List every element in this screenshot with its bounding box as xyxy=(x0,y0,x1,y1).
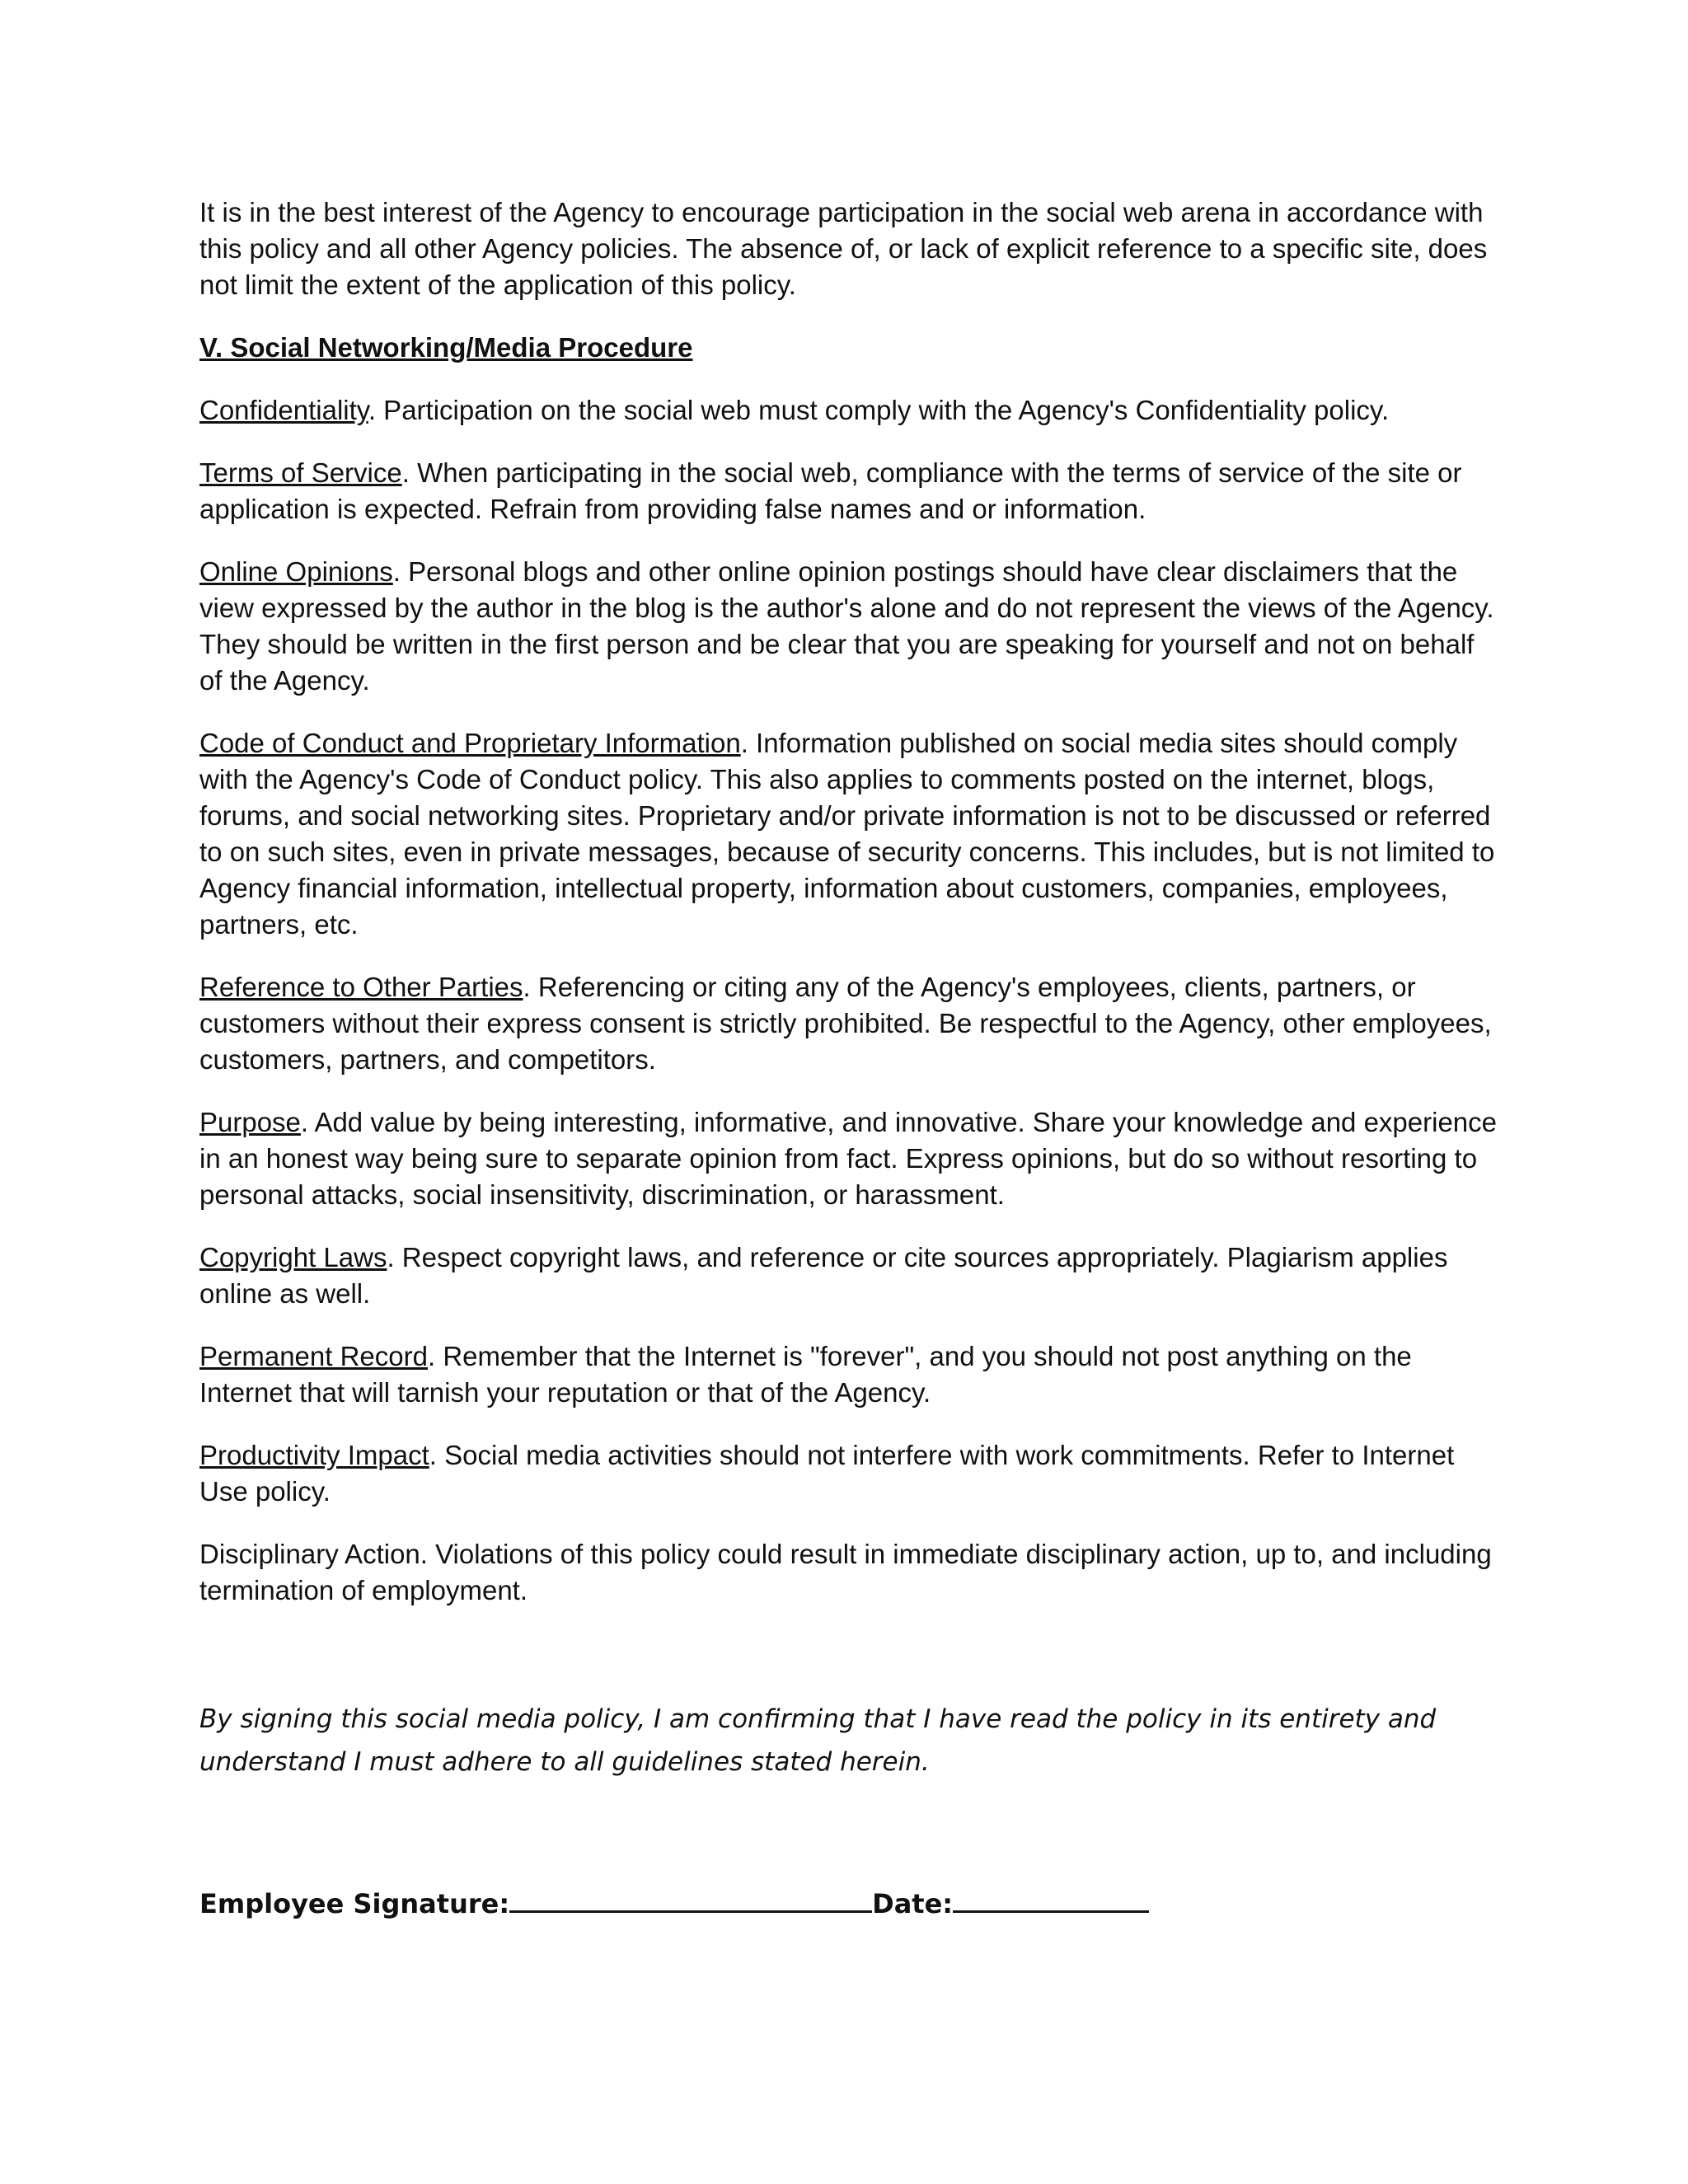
policy-term: Productivity Impact xyxy=(199,1440,429,1470)
policy-term: Confidentiality xyxy=(199,395,368,425)
policy-text: . Respect copyright laws, and reference or cite sources appropriately. Plagiarism applies online as well. xyxy=(199,1242,1448,1309)
policy-text: . Social media activities should not interfere with work commitments. Refer to Internet Use policy. xyxy=(199,1440,1455,1507)
date-field[interactable] xyxy=(953,1886,1149,1913)
employee-signature-field[interactable] xyxy=(509,1886,872,1913)
policy-term: Code of Conduct and Proprietary Information xyxy=(199,728,741,758)
policy-text: . Participation on the social web must comply with the Agency's Confidentiality policy. xyxy=(368,395,1390,425)
policy-item-online-opinions xyxy=(199,554,1502,699)
policy-text: . When participating in the social web, compliance with the terms of service of the site or application is expected. Refrain from providing false names and or information. xyxy=(199,457,1462,524)
policy-page xyxy=(199,194,1502,1922)
policy-term: Purpose xyxy=(199,1107,301,1137)
policy-text: . Information published on social media sites should comply with the Agency's Code of Conduct policy. This also applies to comments posted on the internet, blogs, forums, and social networking sites. Proprietary and/or private information is not to be discussed or referred to on such sites, even in private messages, because of security concerns. This includes, but is not limited to Agency financial information, intellectual property, information about customers, companies, employees, partners, etc. xyxy=(199,728,1495,940)
intro-paragraph: It is in the best interest of the Agency to encourage participation in the social web arena in accordance with this policy and all other Agency policies. The absence of, or lack of explicit reference to a specific site, does not limit the extent of the application of this policy. xyxy=(199,197,1488,300)
policy-item-code-of-conduct xyxy=(199,725,1502,943)
employee-signature-label: Employee Signature: xyxy=(199,1888,510,1919)
policy-text: . Personal blogs and other online opinion postings should have clear disclaimers that the view expressed by the author in the blog is the author's alone and do not represent the views of the Agency. They should be written in the first person and be clear that you are speaking for yourself and not on behalf of the Agency. xyxy=(199,556,1494,696)
policy-term: Copyright Laws xyxy=(199,1242,387,1272)
policy-item-purpose xyxy=(199,1104,1502,1213)
disciplinary-paragraph: Disciplinary Action. Violations of this policy could result in immediate disciplinary action, up to, and including termination of employment. xyxy=(199,1539,1492,1605)
policy-term: Terms of Service xyxy=(199,457,402,488)
date-label: Date: xyxy=(872,1888,954,1919)
signature-line xyxy=(199,1886,1502,1922)
policy-item-permanent-record xyxy=(199,1338,1502,1411)
policy-text: . Referencing or citing any of the Agency's employees, clients, partners, or customers without their express consent is strictly prohibited. Be respectful to the Agency, other employees, customers, partners, and competitors. xyxy=(199,972,1492,1075)
policy-term: Online Opinions xyxy=(199,556,393,587)
policy-text: . Add value by being interesting, informative, and innovative. Share your knowledge and experience in an honest way being sure to separate opinion from fact. Express opinions, but do so without resorting to personal attacks, social insensitivity, discrimination, or harassment. xyxy=(199,1107,1498,1210)
policy-item-confidentiality xyxy=(199,392,1502,429)
section-heading: V. Social Networking/Media Procedure xyxy=(199,332,693,363)
policy-text: . Remember that the Internet is "forever", and you should not post anything on the Internet that will tarnish your reputation or that of the Agency. xyxy=(199,1341,1412,1408)
policy-item-terms-of-service xyxy=(199,455,1502,527)
policy-item-productivity-impact xyxy=(199,1437,1502,1510)
policy-term: Reference to Other Parties xyxy=(199,972,523,1002)
policy-item-reference-to-other-parties xyxy=(199,969,1502,1078)
policy-term: Permanent Record xyxy=(199,1341,428,1371)
signing-statement: By signing this social media policy, I am confirming that I have read the policy in its entirety and understand I must adhere to all guidelines stated herein. xyxy=(199,1704,1437,1777)
policy-item-copyright-laws xyxy=(199,1240,1502,1312)
